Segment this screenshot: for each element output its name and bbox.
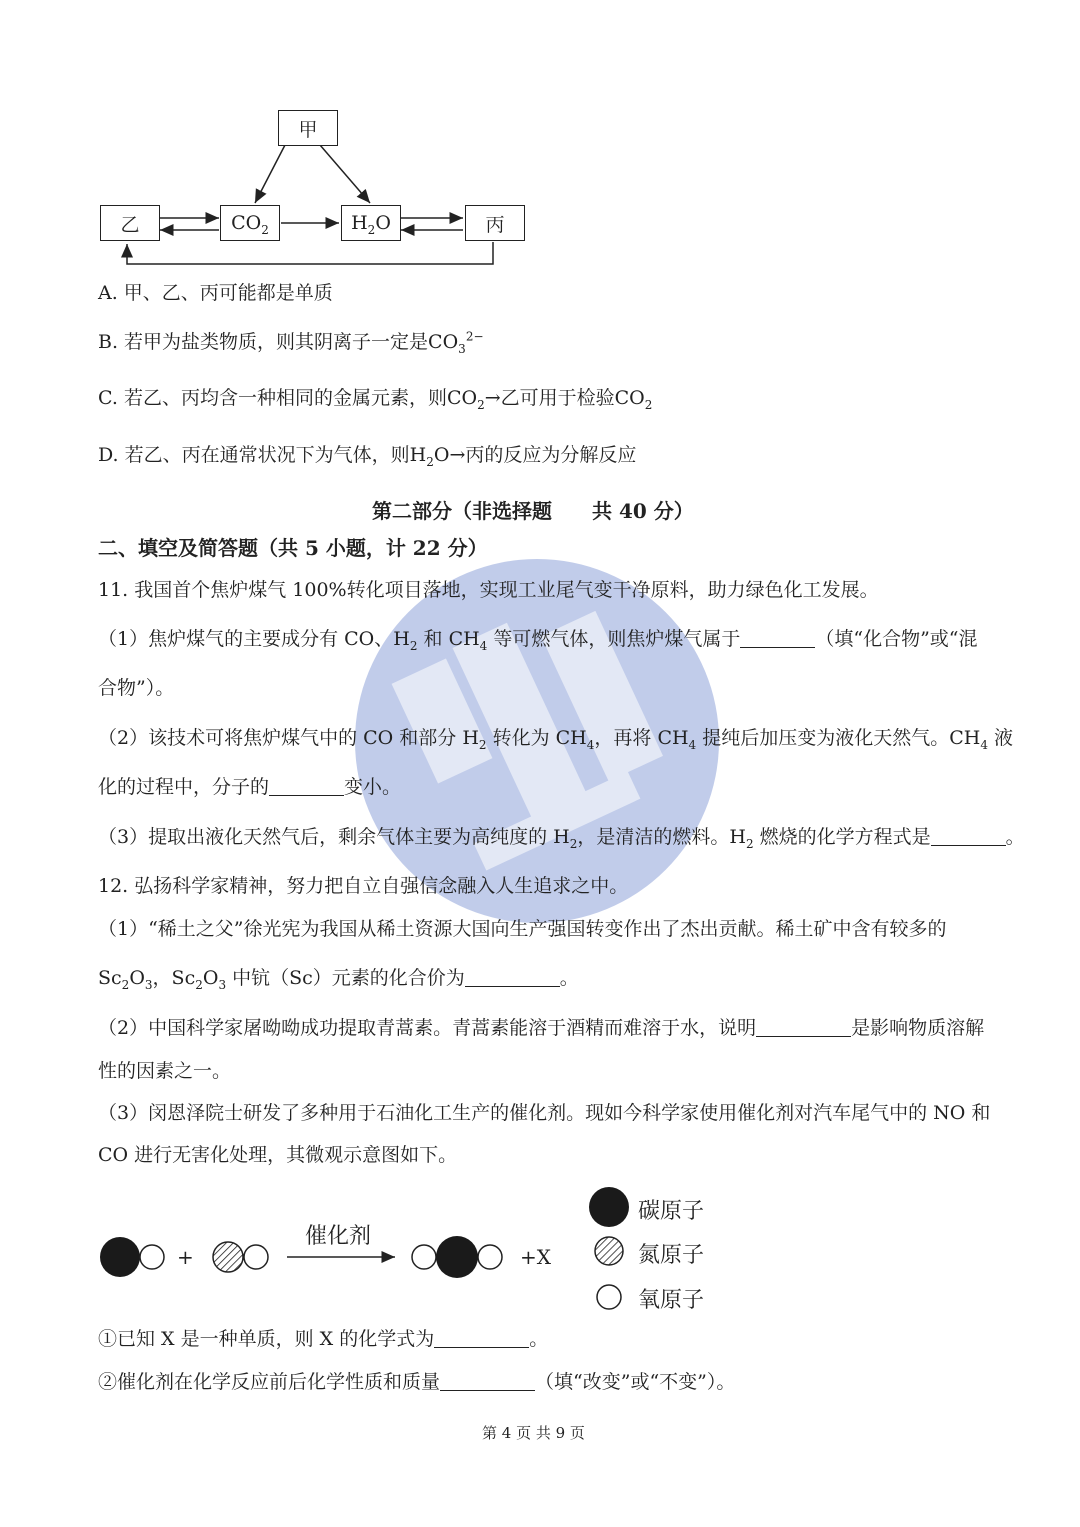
q12-sub2: ②催化剂在化学反应前后化学性质和质量 （填“改变”或“不变”）。 bbox=[98, 1371, 736, 1393]
q11-part2: （2）该技术可将焦炉煤气中的 CO 和部分 $H_2$ 转化为 $CH_4$，再将 $CH_4$ 提纯后加压变为液化天然气。$CH_4$ 液 bbox=[98, 727, 1014, 752]
atom-legend bbox=[585, 1182, 735, 1312]
answer-blank[interactable] bbox=[440, 1374, 535, 1391]
q11-part3: （3）提取出液化天然气后，剩余气体主要为高纯度的 $H_2$，是清洁的燃料。$H_2$ 燃烧的化学方程式是 。 bbox=[98, 826, 1025, 851]
q11-part1: （1）焦炉煤气的主要成分有 CO、$H_2$ 和 $CH_4$ 等可燃气体，则焦炉煤气属于 （填“化合物”或“混 bbox=[98, 628, 978, 653]
option-c: C. 若乙、丙均含一种相同的金属元素，则$CO_2\to$乙可用于检验$CO_2$ bbox=[98, 387, 653, 412]
answer-blank[interactable] bbox=[756, 1020, 851, 1037]
substance-diagram bbox=[95, 100, 535, 275]
page-footer: 第 4 页 共 9 页 bbox=[482, 1424, 585, 1442]
option-b: B. 若甲为盐类物质，则其阴离子一定是$CO_3^{2-}$ bbox=[98, 329, 484, 356]
node-yi bbox=[100, 205, 160, 241]
q12-part1-cont: $Sc_2O_3$，$Sc_2O_3$ 中钪（Sc）元素的化合价为 。 bbox=[98, 967, 579, 992]
node-h2o-label: $H_2O$ bbox=[351, 212, 391, 237]
q12-part3-cont: CO 进行无害化处理，其微观示意图如下。 bbox=[98, 1144, 458, 1166]
oxygen-atom-icon bbox=[597, 1285, 621, 1309]
nitrogen-atom-icon bbox=[595, 1237, 623, 1265]
reaction-diagram bbox=[95, 1225, 565, 1285]
no-molecule bbox=[213, 1242, 268, 1272]
co2-molecule bbox=[412, 1236, 502, 1278]
node-yi-label: 乙 bbox=[120, 213, 140, 236]
q11-part1-cont: 合物”）。 bbox=[98, 677, 175, 699]
node-bing bbox=[465, 205, 525, 241]
q12-part1: （1）“稀土之父”徐光宪为我国从稀土资源大国向生产强国转变作出了杰出贡献。稀土矿中含有较多的 bbox=[98, 918, 947, 940]
section2-title: 二、填空及简答题（共 5 小题，计 22 分） bbox=[98, 536, 488, 560]
plus-x-label: +X bbox=[520, 1245, 551, 1269]
legend-oxygen: 氧原子 bbox=[638, 1288, 705, 1313]
catalyst-label: 催化剂 bbox=[305, 1224, 372, 1249]
q12-stem: 12. 弘扬科学家精神，努力把自立自强信念融入人生追求之中。 bbox=[98, 875, 629, 897]
carbon-atom-icon bbox=[589, 1187, 629, 1227]
answer-blank[interactable] bbox=[269, 779, 344, 796]
node-h2o bbox=[341, 205, 401, 241]
legend-carbon: 碳原子 bbox=[638, 1199, 705, 1224]
node-co2 bbox=[220, 205, 280, 241]
node-jia-label: 甲 bbox=[298, 118, 318, 141]
answer-blank[interactable] bbox=[740, 631, 815, 648]
legend-symbols bbox=[585, 1182, 635, 1312]
q11-part2-cont: 化的过程中，分子的 变小。 bbox=[98, 776, 402, 798]
co-molecule bbox=[100, 1237, 164, 1277]
node-jia bbox=[278, 110, 338, 146]
reaction-plus: + bbox=[177, 1245, 194, 1269]
legend-nitrogen: 氮原子 bbox=[638, 1243, 705, 1268]
answer-blank[interactable] bbox=[465, 970, 560, 987]
answer-blank[interactable] bbox=[931, 829, 1006, 846]
q12-part3: （3）闵恩泽院士研发了多种用于石油化工生产的催化剂。现如今科学家使用催化剂对汽车尾气中的 NO 和 bbox=[98, 1102, 991, 1124]
option-a: A. 甲、乙、丙可能都是单质 bbox=[98, 282, 333, 304]
option-d: D. 若乙、丙在通常状况下为气体，则$H_2O\to$丙的反应为分解反应 bbox=[98, 444, 637, 469]
q12-sub1: ①已知 X 是一种单质，则 X 的化学式为 。 bbox=[98, 1328, 549, 1350]
answer-blank[interactable] bbox=[434, 1331, 529, 1348]
node-co2-label: $CO_2$ bbox=[231, 212, 269, 237]
part2-title: 第二部分（非选择题 共 40 分） bbox=[372, 499, 694, 523]
q11-stem: 11. 我国首个焦炉煤气 100%转化项目落地，实现工业尾气变干净原料，助力绿色化工发展。 bbox=[98, 579, 879, 601]
q12-part2: （2）中国科学家屠呦呦成功提取青蒿素。青蒿素能溶于酒精而难溶于水，说明 是影响物质溶解 bbox=[98, 1017, 985, 1039]
q12-part2-cont: 性的因素之一。 bbox=[98, 1060, 232, 1082]
node-bing-label: 丙 bbox=[485, 213, 505, 236]
